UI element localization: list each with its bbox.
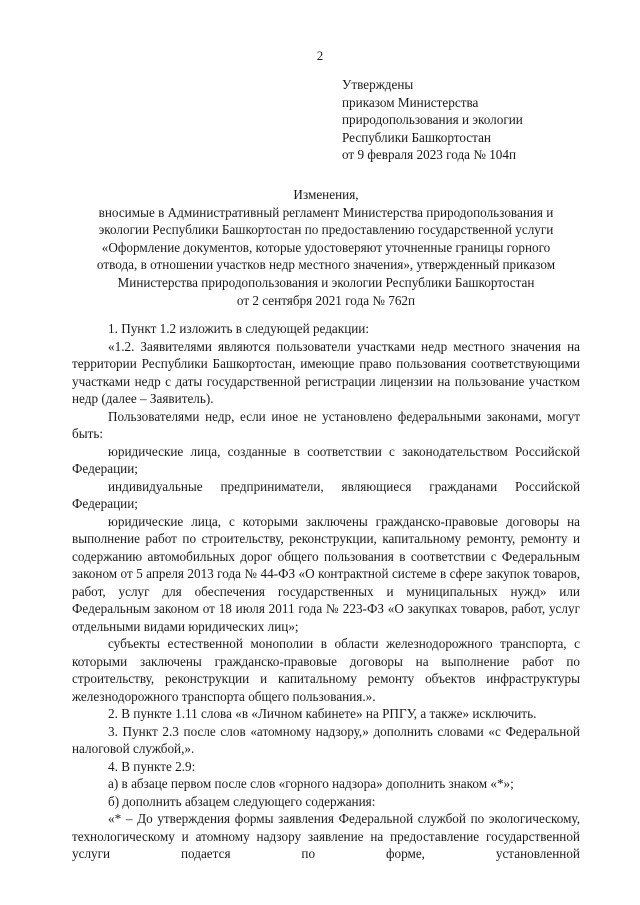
heading-line: вносимые в Административный регламент Министерства природопользования и bbox=[98, 204, 554, 220]
heading-line: Министерства природопользования и экологии Республики Башкортостан bbox=[117, 274, 535, 290]
paragraph: 3. Пункт 2.3 после слов «атомному надзору,» дополнить словами «с Федеральной налоговой службой,». bbox=[72, 723, 580, 756]
paragraph: б) дополнить абзацем следующего содержания: bbox=[108, 793, 376, 809]
heading-line: от 2 сентября 2021 года № 762п bbox=[236, 292, 416, 308]
heading-line: «Оформление документов, которые удостоверяют уточненные границы горного bbox=[101, 239, 551, 255]
approval-block bbox=[342, 76, 602, 164]
paragraph: Пользователями недр, если иное не установлено федеральными законами, могут быть: bbox=[72, 408, 580, 441]
paragraph: 1. Пункт 1.2 изложить в следующей редакции: bbox=[108, 321, 370, 336]
paragraph: юридические лица, созданные в соответствии с законодательством Российской Федерации; bbox=[72, 443, 580, 476]
paragraph: субъекты естественной монополии в области железнодорожного транспорта, с которыми заключены гражданско-правовые договоры на выполнение работ по строительству, реконструкции и капитальному ремонту объектов инфраструктуры железнодорожного транспорта общего пользования.». bbox=[72, 636, 580, 704]
heading-title: Изменения, bbox=[293, 187, 359, 202]
paragraph: а) в абзаце первом после слов «горного надзора» дополнить знаком «*»; bbox=[108, 776, 514, 791]
heading-line: отвода, в отношении участков недр местного значения», утвержденный приказом bbox=[96, 257, 556, 273]
page-number: 2 bbox=[316, 48, 324, 63]
heading-line: экологии Республики Башкортостан по предоставлению государственной услуги bbox=[98, 222, 554, 238]
document-heading bbox=[72, 186, 580, 309]
approval-line: Республики Башкортостан bbox=[342, 129, 491, 145]
approval-line: Утверждены bbox=[342, 77, 414, 92]
paragraph: «* – До утверждения формы заявления Федеральной службой по экологическому, технологическому и атомному надзору заявление на предоставление государственной услуги подается по форме, установленной bbox=[72, 811, 580, 861]
paragraph: 2. В пункте 1.11 слова «в «Личном кабинете» на РПГУ, а также» исключить. bbox=[108, 706, 537, 721]
paragraph: 4. В пункте 2.9: bbox=[108, 758, 196, 774]
approval-line: приказом Министерства bbox=[342, 94, 479, 110]
document-body bbox=[72, 320, 580, 863]
paragraph: «1.2. Заявителями являются пользователи участками недр местного значения на территории Республики Башкортостан, имеющие право пользования соответствующими участками недр с даты государственной регистрации лицензии на пользование участком недр (далее – Заявитель). bbox=[72, 338, 580, 406]
approval-line: от 9 февраля 2023 года № 104п bbox=[342, 147, 517, 163]
paragraph: индивидуальные предприниматели, являющиеся гражданами Российской Федерации; bbox=[72, 478, 580, 511]
paragraph: юридические лица, с которыми заключены гражданско-правовые договоры на выполнение работ по строительству, реконструкции, капитальному ремонту, ремонту и содержанию автомобильных дорог общего пользования в соответствии с Федеральным законом от 5 апреля 2013 года № 44-ФЗ «О контрактной системе в сфере закупок товаров, работ, услуг для обеспечения государственных и муниципальных нужд» или Федеральным законом от 18 июля 2011 года № 223-ФЗ «О закупках товаров, работ, услуг отдельными видами юридических лиц»; bbox=[72, 513, 580, 634]
approval-line: природопользования и экологии bbox=[342, 112, 523, 128]
